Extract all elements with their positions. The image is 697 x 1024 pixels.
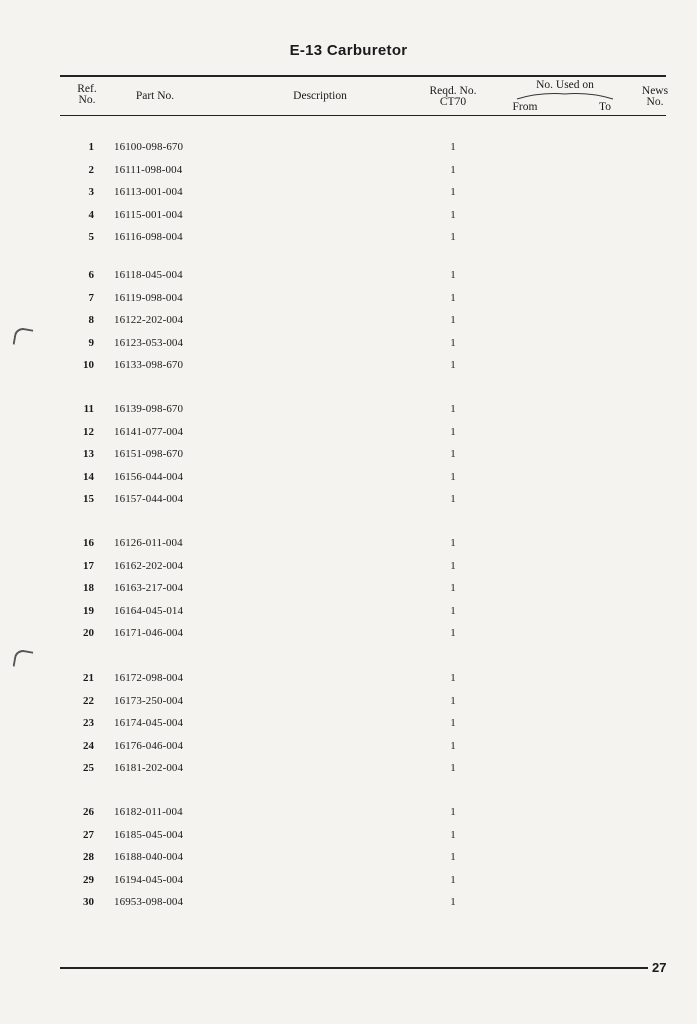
reqd-qty: 1	[450, 627, 456, 639]
reqd-qty: 1	[450, 269, 456, 281]
reqd-qty: 1	[450, 582, 456, 594]
part-no: 16139-098-670	[114, 403, 184, 415]
part-no: 16119-098-004	[114, 291, 183, 304]
table-row	[0, 806, 697, 822]
part-no: 16151-098-670	[114, 448, 184, 460]
table-row	[0, 582, 697, 598]
used-on-brace	[515, 91, 615, 101]
page-title: E-13 Carburetor	[289, 42, 408, 59]
reqd-qty: 1	[450, 672, 456, 684]
ref-no: 4	[88, 208, 94, 221]
reqd-qty: 1	[450, 470, 456, 483]
reqd-qty: 1	[450, 448, 456, 460]
ref-no: 2	[88, 163, 94, 176]
footer-rule	[60, 967, 648, 969]
part-no: 16185-045-004	[114, 828, 184, 841]
reqd-qty: 1	[450, 828, 456, 841]
part-no: 16157-044-004	[114, 493, 184, 505]
table-top-rule	[60, 75, 666, 77]
part-no: 16171-046-004	[114, 627, 184, 639]
ref-no: 15	[83, 493, 94, 505]
table-row	[0, 627, 697, 643]
col-header-used-on: No. Used on	[536, 79, 594, 91]
reqd-qty: 1	[450, 493, 456, 505]
table-row	[0, 829, 697, 845]
ref-no: 17	[83, 559, 94, 572]
col-header-from: From	[512, 101, 538, 113]
col-header-part-no: Part No.	[135, 90, 175, 102]
table-row	[0, 560, 697, 576]
ref-no: 25	[83, 762, 94, 774]
col-header-ref-line2: No.	[78, 94, 96, 106]
ref-no: 8	[88, 314, 94, 326]
col-header-reqd-line2: CT70	[439, 96, 467, 108]
ref-no: 6	[88, 269, 94, 281]
table-row	[0, 231, 697, 247]
table-row	[0, 537, 697, 553]
ref-no: 7	[88, 291, 94, 304]
part-no: 16194-045-004	[114, 873, 184, 886]
reqd-qty: 1	[450, 359, 456, 371]
part-no: 16126-011-004	[114, 537, 183, 549]
reqd-qty: 1	[450, 806, 456, 818]
table-row	[0, 448, 697, 464]
col-header-news	[635, 86, 675, 108]
ref-no: 14	[83, 470, 94, 483]
table-row	[0, 695, 697, 711]
table-row	[0, 292, 697, 308]
part-no: 16116-098-004	[114, 231, 183, 243]
ref-no: 13	[83, 448, 94, 460]
reqd-qty: 1	[450, 186, 456, 198]
ref-no: 27	[83, 828, 94, 841]
reqd-qty: 1	[450, 559, 456, 572]
table-row	[0, 717, 697, 733]
table-row	[0, 874, 697, 890]
part-no: 16163-217-004	[114, 582, 184, 594]
part-no: 16173-250-004	[114, 694, 184, 707]
table-row	[0, 851, 697, 867]
ref-no: 30	[83, 896, 94, 908]
table-row	[0, 896, 697, 912]
reqd-qty: 1	[450, 208, 456, 221]
reqd-qty: 1	[450, 851, 456, 863]
col-header-ref-line1: Ref.	[77, 83, 97, 95]
table-row	[0, 471, 697, 487]
table-row	[0, 337, 697, 353]
table-row	[0, 493, 697, 509]
col-header-description: Description	[293, 90, 347, 102]
part-no: 16181-202-004	[114, 762, 184, 774]
table-row	[0, 672, 697, 688]
ref-no: 28	[83, 851, 94, 863]
ref-no: 9	[88, 336, 94, 349]
table-row	[0, 762, 697, 778]
ref-no: 26	[83, 806, 94, 818]
reqd-qty: 1	[450, 604, 456, 617]
table-row	[0, 740, 697, 756]
part-no: 16111-098-004	[114, 163, 183, 176]
ref-no: 21	[83, 672, 94, 684]
table-row	[0, 209, 697, 225]
ref-no: 10	[83, 359, 94, 371]
part-no: 16156-044-004	[114, 470, 184, 483]
reqd-qty: 1	[450, 291, 456, 304]
reqd-qty: 1	[450, 537, 456, 549]
table-header-bottom-rule	[60, 115, 666, 116]
part-no: 16141-077-004	[114, 425, 184, 438]
reqd-qty: 1	[450, 425, 456, 438]
reqd-qty: 1	[450, 231, 456, 243]
reqd-qty: 1	[450, 896, 456, 908]
reqd-qty: 1	[450, 717, 456, 729]
ref-no: 20	[83, 627, 94, 639]
binder-hole-mark	[13, 649, 34, 670]
reqd-qty: 1	[450, 762, 456, 774]
part-no: 16172-098-004	[114, 672, 184, 684]
ref-no: 1	[88, 141, 94, 153]
table-row	[0, 403, 697, 419]
ref-no: 11	[83, 403, 94, 415]
reqd-qty: 1	[450, 694, 456, 707]
part-no: 16123-053-004	[114, 336, 184, 349]
part-no: 16115-001-004	[114, 208, 183, 221]
part-no: 16182-011-004	[114, 806, 183, 818]
col-header-news-line1: News	[641, 85, 669, 97]
reqd-qty: 1	[450, 873, 456, 886]
part-no: 16953-098-004	[114, 896, 184, 908]
col-header-ref	[72, 84, 102, 106]
table-row	[0, 314, 697, 330]
part-no: 16133-098-670	[114, 359, 184, 371]
col-header-to: To	[599, 101, 611, 113]
table-row	[0, 359, 697, 375]
reqd-qty: 1	[450, 163, 456, 176]
part-no: 16113-001-004	[114, 186, 183, 198]
table-row	[0, 164, 697, 180]
ref-no: 22	[83, 694, 94, 707]
table-row	[0, 141, 697, 157]
binder-hole-mark	[13, 327, 34, 348]
col-header-news-line2: No.	[646, 96, 664, 108]
table-row	[0, 605, 697, 621]
ref-no: 24	[83, 739, 94, 752]
part-no: 16164-045-014	[114, 604, 184, 617]
reqd-qty: 1	[450, 141, 456, 153]
table-row	[0, 426, 697, 442]
reqd-qty: 1	[450, 403, 456, 415]
part-no: 16162-202-004	[114, 559, 184, 572]
part-no: 16122-202-004	[114, 314, 184, 326]
ref-no: 16	[83, 537, 94, 549]
part-no: 16100-098-670	[114, 141, 184, 153]
ref-no: 3	[88, 186, 94, 198]
ref-no: 12	[83, 425, 94, 438]
reqd-qty: 1	[450, 739, 456, 752]
part-no: 16174-045-004	[114, 717, 184, 729]
table-row	[0, 269, 697, 285]
part-no: 16118-045-004	[114, 269, 183, 281]
ref-no: 23	[83, 717, 94, 729]
ref-no: 19	[83, 604, 94, 617]
part-no: 16176-046-004	[114, 739, 184, 752]
ref-no: 18	[83, 582, 94, 594]
col-header-reqd	[418, 86, 488, 108]
part-no: 16188-040-004	[114, 851, 184, 863]
reqd-qty: 1	[450, 314, 456, 326]
table-row	[0, 186, 697, 202]
ref-no: 5	[88, 231, 94, 243]
page-number: 27	[652, 960, 667, 975]
col-header-reqd-line1: Reqd. No.	[429, 85, 477, 97]
ref-no: 29	[83, 873, 94, 886]
reqd-qty: 1	[450, 336, 456, 349]
